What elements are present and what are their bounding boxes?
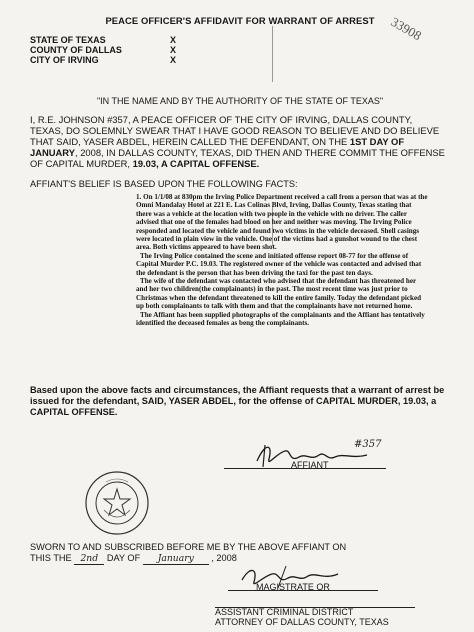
page-crease (272, 26, 273, 82)
venue-county-label: COUNTY OF DALLAS (30, 45, 122, 55)
venue-state-mark: X (170, 35, 177, 45)
venue-state-label: STATE OF TEXAS (30, 35, 106, 45)
request-paragraph: Based upon the above facts and circumstances, the Affiant requests that a warrant of arrest be issued for the defendant, SAID, YASER ABDEL, for the offense of CAPITAL MURDER, 19.03, a CAPITAL OFFENSE. (30, 385, 445, 417)
facts-block (136, 193, 428, 328)
offense-statute: 19.03, A CAPITAL OFFENSE. (132, 158, 260, 169)
venue-city-mark: X (170, 55, 177, 65)
affiant-label: AFFIANT (291, 460, 329, 470)
sworn-day-field: 2nd (74, 553, 104, 565)
officer-statement (30, 114, 445, 169)
document-title: PEACE OFFICER'S AFFIDAVIT FOR WARRANT OF ARREST (105, 15, 375, 26)
affiant-badge-note: #357 (354, 439, 382, 450)
fact-paragraph: The Irving Police contained the scene and initiated offense report 08-77 for the offense of Capital Murder P.C. 19.03. The registered owner of the vehicle was contacted and advised that the defendant is the person that has been driving the taxi for the past ten days. (136, 251, 422, 277)
fact-paragraph: The wife of the defendant was contacted who advised that the defendant has threatened her and her two children(the complainants) in the past. The most recent time was just prior to Christmas when the defendant threatened to kill the entire family. Today the defendant picked up both complainants to talk with them and that the complainants have not returned home. (136, 277, 422, 311)
venue-county-mark: X (170, 45, 177, 55)
venue-city-label: CITY OF IRVING (30, 55, 99, 65)
sworn-month-field: January (143, 553, 209, 565)
fact-paragraph: 1. On 1/1/08 at 830pm the Irving Police Department received a call from a person that was at the Omni Mandalay Hotel at 221 E. Las Colinas Blvd, Irving, Dallas County, Texas stating that there was a vehicle at the location with two people in the vehicle with no driver. The caller advised that one of the females had blood on her and neither was moving. The Irving Police responded and located the vehicle and found two victims in the vehicle deceased. Shell casings were located in plain view in the vehicle. One of the victims had a gunshot wound to the chest area. Both victims appeared to have been shot. (136, 193, 428, 252)
magistrate-label: MAGISTRATE OR (256, 582, 330, 592)
sworn-line-2: THIS THE 2nd DAY OF January , 2008 (30, 553, 237, 564)
court-seal (84, 470, 150, 536)
offense-date: 1ST DAY OF JANUARY (30, 136, 405, 158)
handwritten-reference-number: 33908 (388, 14, 425, 44)
authority-line: "IN THE NAME AND BY THE AUTHORITY OF THE STATE OF TEXAS" (96, 96, 384, 106)
fact-paragraph: The Affiant has been supplied photographs of the complainants and the Affiant has tentatively identified the deceased females as beng the complainants. (136, 310, 425, 328)
sworn-line-1: SWORN TO AND SUBSCRIBED BEFORE ME BY THE ABOVE AFFIANT ON (30, 542, 347, 552)
officer-statement-middle: , 2008, IN DALLAS COUNTY, TEXAS, DID THEN AND THERE COMMIT THE OFFENSE OF CAPITAL MURDER, (30, 147, 445, 169)
affiant-belief-heading: AFFIANT'S BELIEF IS BASED UPON THE FOLLOWING FACTS: (30, 179, 298, 189)
officer-statement-start: I, R.E. JOHNSON #357, A PEACE OFFICER OF THE CITY OF IRVING, DALLAS COUNTY, TEXAS, DO SOLEMNLY SWEAR THAT I HAVE GOOD REASON TO BELIEVE AND DO BELIEVE THAT SAID, YASER ABDEL, HEREIN CALLED THE DEFENDANT, ON THE (30, 114, 440, 147)
venue-city (30, 55, 210, 66)
district-attorney-title-2: ATTORNEY OF DALLAS COUNTY, TEXAS (215, 617, 389, 627)
district-attorney-title-1: ASSISTANT CRIMINAL DISTRICT (215, 607, 354, 617)
